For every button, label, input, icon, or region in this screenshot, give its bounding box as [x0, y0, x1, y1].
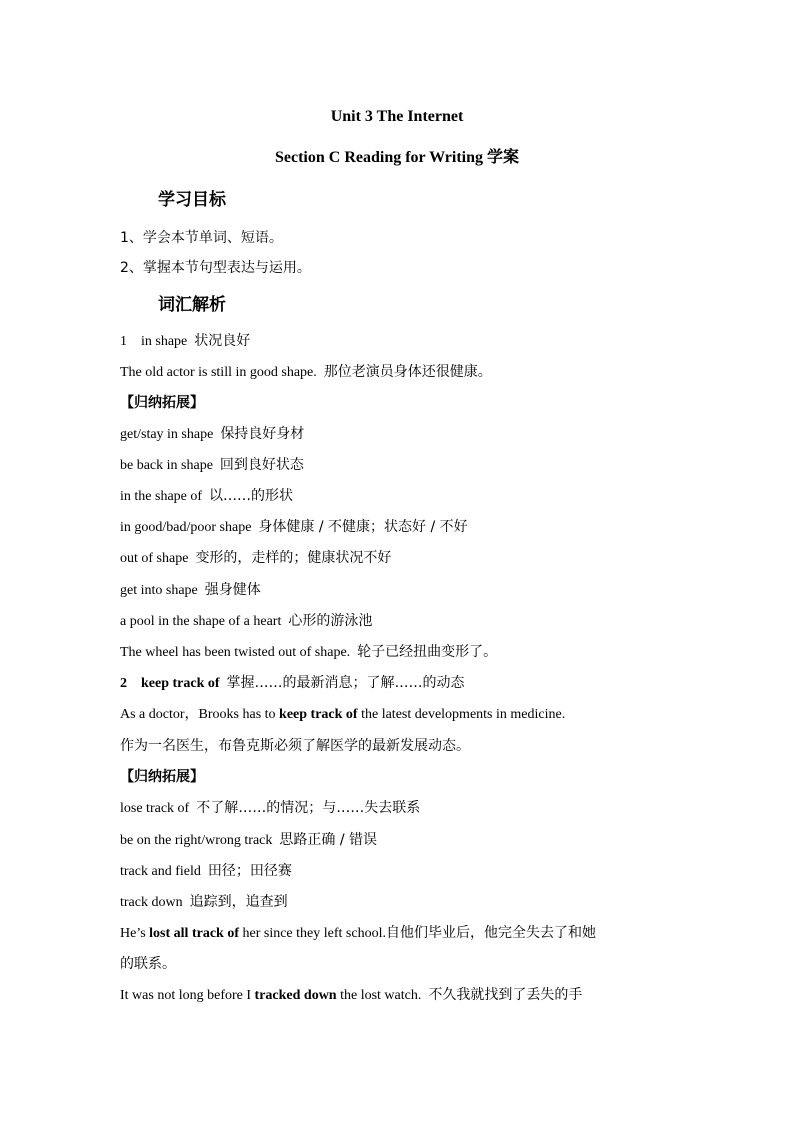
example-line: 的联系。: [120, 956, 176, 972]
expansion-item: [120, 892, 288, 913]
example-pre: He’s: [120, 926, 146, 941]
example-post: the latest developments in medicine.: [361, 707, 566, 722]
example-bold: keep track of: [279, 707, 358, 722]
expansion-item: [120, 517, 468, 538]
entry-1-header: [120, 331, 250, 352]
example-cn: 那位老演员身体还很健康。: [323, 364, 492, 380]
expansion-item: [120, 455, 304, 476]
expansion-en: be on the right/wrong track: [120, 833, 273, 848]
example-pre: As a doctor，Brooks has to: [120, 707, 276, 722]
expansion-en: in the shape of: [120, 489, 203, 504]
example-cn: 不久我就找到了丢失的手: [428, 987, 583, 1003]
expansion-item: [120, 611, 372, 632]
example-post: the lost watch.: [340, 988, 422, 1003]
expansion-cn: 追踪到，追查到: [189, 894, 288, 910]
expansion-item: [120, 486, 293, 507]
expansion-en: out of shape: [120, 551, 189, 566]
expansion-en: a pool in the shape of a heart: [120, 614, 282, 629]
entry-2-example-cn: 作为一名医生，布鲁克斯必须了解医学的最新发展动态。: [120, 738, 470, 754]
example-line: [120, 985, 582, 1006]
example-bold: lost all track of: [149, 926, 239, 941]
expand-label: 【归纳拓展】: [120, 395, 204, 411]
expansion-cn: 思路正确 / 错误: [279, 832, 378, 848]
expand-label: 【归纳拓展】: [120, 769, 204, 785]
vocab-heading: 词汇解析: [158, 295, 226, 315]
example-pre: It was not long before I: [120, 988, 252, 1003]
example-post: her since they left school.: [242, 926, 386, 941]
expansion-item: [120, 798, 420, 819]
entry-2-header: [120, 673, 465, 694]
expansion-en: get into shape: [120, 583, 198, 598]
expansion-cn: 身体健康 / 不健康；状态好 / 不好: [258, 519, 468, 535]
expansion-item: [120, 642, 497, 663]
objectives-heading: 学习目标: [158, 190, 226, 210]
expansion-cn: 强身健体: [204, 582, 261, 598]
entry-number: 2: [120, 676, 127, 691]
expansion-en: lose track of: [120, 801, 190, 816]
page-subtitle: Section C Reading for Writing 学案: [274, 149, 519, 166]
page-title: Unit 3 The Internet: [330, 108, 464, 125]
expansion-item: [120, 830, 377, 851]
expansion-en: The wheel has been twisted out of shape.: [120, 645, 351, 660]
objective-item: 1、学会本节单词、短语。: [120, 230, 283, 246]
expansion-cn: 轮子已经扭曲变形了。: [357, 644, 498, 660]
example-bold: tracked down: [254, 988, 337, 1003]
expansion-cn: 不了解……的情况；与……失去联系: [196, 800, 421, 816]
entry-phrase: in shape: [141, 334, 188, 349]
entry-phrase: keep track of: [141, 676, 220, 691]
expansion-cn: 回到良好状态: [219, 457, 304, 473]
entry-meaning: 掌握……的最新消息；了解……的动态: [226, 675, 465, 691]
entry-1-example: [120, 362, 492, 383]
expansion-en: track down: [120, 895, 183, 910]
expansion-cn: 保持良好身材: [220, 426, 305, 442]
expansion-item: [120, 548, 391, 569]
example-en: The old actor is still in good shape.: [120, 365, 317, 380]
entry-number: 1: [120, 334, 127, 349]
expansion-cn: 心形的游泳池: [288, 613, 373, 629]
expansion-en: in good/bad/poor shape: [120, 520, 252, 535]
expansion-item: [120, 424, 304, 445]
expansion-en: get/stay in shape: [120, 427, 214, 442]
expansion-cn: 以……的形状: [209, 488, 294, 504]
expansion-cn: 变形的，走样的；健康状况不好: [195, 550, 392, 566]
expansion-item: [120, 580, 261, 601]
entry-meaning: 状况良好: [194, 333, 251, 349]
entry-2-example: [120, 705, 565, 725]
expansion-cn: 田径；田径赛: [207, 863, 292, 879]
expansion-item: [120, 861, 292, 882]
example-cn: 自他们毕业后，他完全失去了和她: [385, 925, 596, 941]
objective-item: 2、掌握本节句型表达与运用。: [120, 260, 311, 276]
example-line: [120, 923, 596, 944]
expansion-en: track and field: [120, 864, 201, 879]
expansion-en: be back in shape: [120, 458, 213, 473]
